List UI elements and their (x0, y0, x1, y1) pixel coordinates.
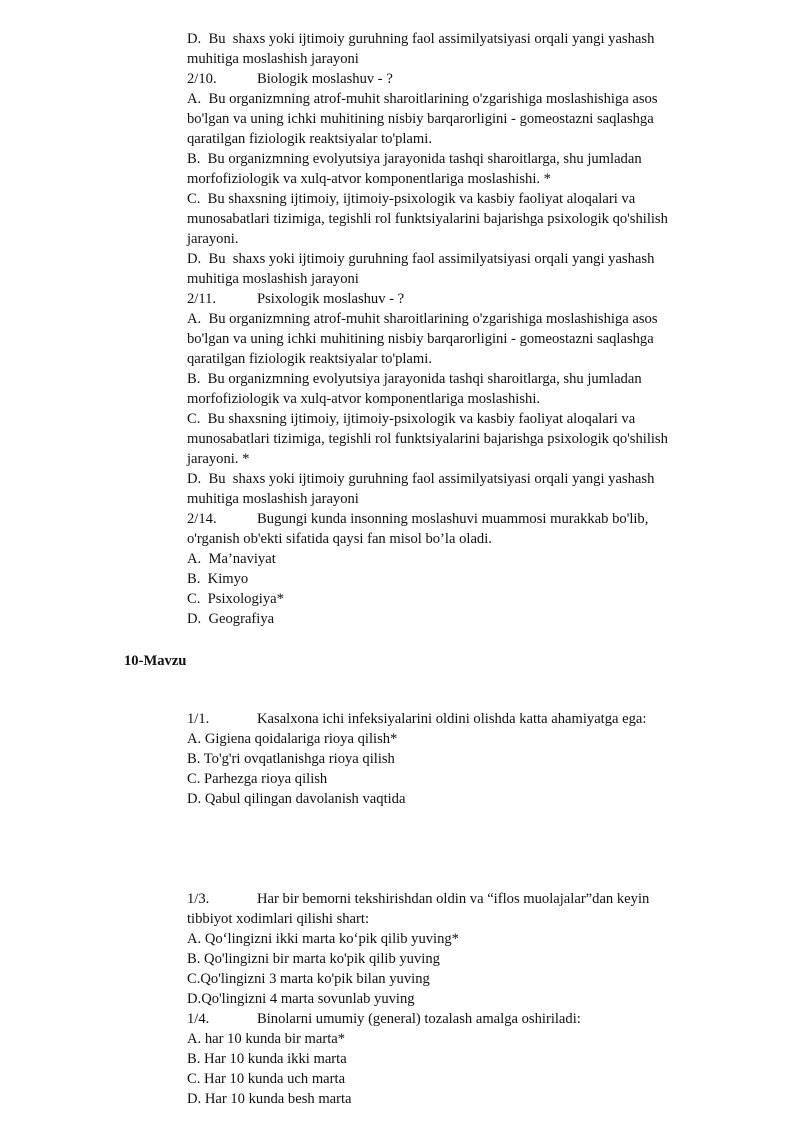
option-line: C. Parhezga rioya qilish (187, 771, 328, 787)
question-number: 2/10. (187, 71, 217, 87)
question-text: Har bir bemorni tekshirishdan oldin va “iflos muolajalar”dan keyin (257, 891, 650, 907)
option-line: D. Bu shaxs yoki ijtimoiy guruhning faol assimilyatsiyasi orqali yangi yashash (187, 471, 655, 487)
option-line: muhitiga moslashish jarayoni (187, 51, 359, 67)
section-9-continued (187, 29, 727, 629)
question-number: 2/14. (187, 511, 217, 527)
question-text: Kasalxona ichi infeksiyalarini oldini olishda katta ahamiyatga ega: (257, 711, 647, 727)
option-line: jarayoni. (187, 231, 239, 247)
question-text-continued: tibbiyot xodimlari qilishi shart: (187, 911, 370, 927)
option-line: B. Qo'lingizni bir marta ko'pik qilib yuving (187, 951, 440, 967)
option-line: qaratilgan fiziologik reaktsiyalar to'plami. (187, 131, 432, 147)
question-1-3-title (187, 889, 727, 909)
option-line: D. Bu shaxs yoki ijtimoiy guruhning faol assimilyatsiyasi orqali yangi yashash (187, 31, 655, 47)
option-line: D. Bu shaxs yoki ijtimoiy guruhning faol assimilyatsiyasi orqali yangi yashash (187, 251, 655, 267)
option-line: C. Har 10 kunda uch marta (187, 1071, 346, 1087)
option-line: B. Kimyo (187, 571, 249, 587)
option-line: B. To'g'ri ovqatlanishga rioya qilish (187, 751, 395, 767)
option-line: A. Qo‘lingizni ikki marta ko‘pik qilib yuving* (187, 931, 459, 947)
question-number: 1/4. (187, 1011, 210, 1027)
option-line: B. Har 10 kunda ikki marta (187, 1051, 347, 1067)
option-line: B. Bu organizmning evolyutsiya jarayonida tashqi sharoitlarga, shu jumladan (187, 151, 642, 167)
question-number: 1/1. (187, 711, 210, 727)
option-line: morfofiziologik va xulq-atvor komponentlariga moslashishi. (187, 391, 541, 407)
option-line: qaratilgan fiziologik reaktsiyalar to'plami. (187, 351, 432, 367)
option-line: jarayoni. * (187, 451, 250, 467)
option-line: muhitiga moslashish jarayoni (187, 491, 359, 507)
question-text: Psixologik moslashuv - ? (257, 291, 405, 307)
option-line: munosabatlari tizimiga, tegishli rol funktsiyalarini bajarishga psixologik qo'shilish (187, 211, 668, 227)
question-1-1-title (187, 709, 727, 729)
section-heading: 10-Mavzu (124, 653, 187, 669)
question-number: 1/3. (187, 891, 210, 907)
option-line: D. Har 10 kunda besh marta (187, 1091, 352, 1107)
question-number: 2/11. (187, 291, 217, 307)
option-line: A. Gigiena qoidalariga rioya qilish* (187, 731, 398, 747)
question-text: Bugungi kunda insonning moslashuvi muammosi murakkab bo'lib, (257, 511, 649, 527)
option-line: A. har 10 kunda bir marta* (187, 1031, 346, 1047)
question-2-11-title (187, 289, 727, 309)
option-line: C.Qo'lingizni 3 marta ko'pik bilan yuving (187, 971, 430, 987)
question-2-10-title (187, 69, 727, 89)
option-line: munosabatlari tizimiga, tegishli rol funktsiyalarini bajarishga psixologik qo'shilish (187, 431, 668, 447)
section-10-questions-1-3-1-4 (187, 889, 727, 1109)
option-line: morfofiziologik va xulq-atvor komponentlariga moslashishi. * (187, 171, 551, 187)
question-text: Biologik moslashuv - ? (257, 71, 393, 87)
option-line: C. Bu shaxsning ijtimoiy, ijtimoiy-psixologik va kasbiy faoliyat aloqalari va (187, 411, 636, 427)
option-line: A. Bu organizmning atrof-muhit sharoitlarining o'zgarishiga moslashishiga asos (187, 91, 658, 107)
question-text-continued: o'rganish ob'ekti sifatida qaysi fan misol bo’la oladi. (187, 531, 492, 547)
section-10-question-1-1 (187, 709, 727, 809)
question-2-14-title (187, 509, 727, 529)
question-text: Binolarni umumiy (general) tozalash amalga oshiriladi: (257, 1011, 581, 1027)
option-line: D. Qabul qilingan davolanish vaqtida (187, 791, 406, 807)
option-line: C. Bu shaxsning ijtimoiy, ijtimoiy-psixologik va kasbiy faoliyat aloqalari va (187, 191, 636, 207)
option-line: D.Qo'lingizni 4 marta sovunlab yuving (187, 991, 415, 1007)
option-line: bo'lgan va uning ichki muhitining nisbiy barqarorligini - gomeostazni saqlashga (187, 111, 654, 127)
option-line: B. Bu organizmning evolyutsiya jarayonida tashqi sharoitlarga, shu jumladan (187, 371, 642, 387)
option-line: muhitiga moslashish jarayoni (187, 271, 359, 287)
option-line: bo'lgan va uning ichki muhitining nisbiy barqarorligini - gomeostazni saqlashga (187, 331, 654, 347)
question-1-4-title (187, 1009, 727, 1029)
option-line: A. Ma’naviyat (187, 551, 276, 567)
option-line: C. Psixologiya* (187, 591, 284, 607)
option-line: A. Bu organizmning atrof-muhit sharoitlarining o'zgarishiga moslashishiga asos (187, 311, 658, 327)
option-line: D. Geografiya (187, 611, 275, 627)
